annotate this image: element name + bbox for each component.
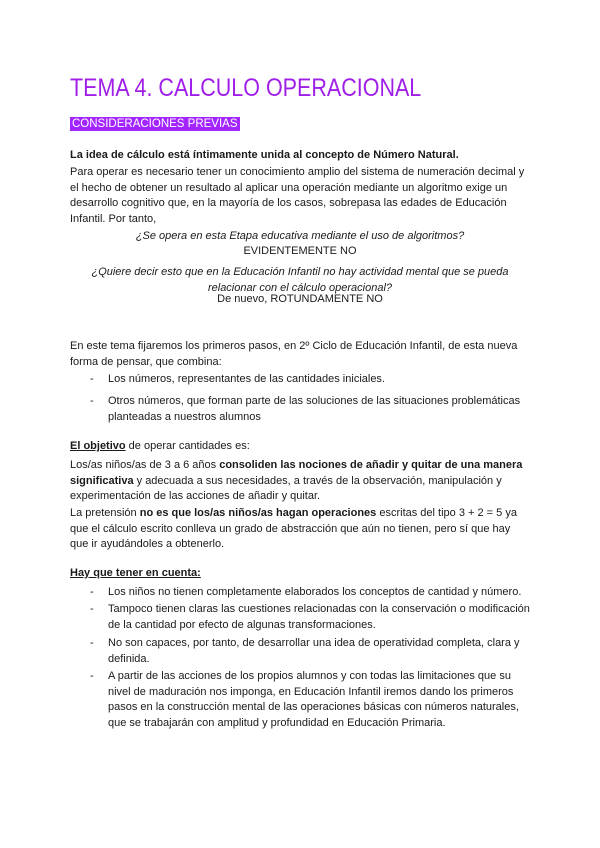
objective-text-c: y adecuada a sus necesidades, a través de la observación, manipulación y experimentación de las acciones de añadir y quitar. — [70, 474, 502, 502]
topic-paragraph: En este tema fijaremos los primeros pasos, en 2º Ciclo de Educación Infantil, de esta nueva forma de pensar, que combina: — [70, 340, 518, 368]
list-item-text: No son capaces, por tanto, de desarrollar una idea de operatividad completa, clara y definida. — [108, 637, 520, 665]
answer-1: EVIDENTEMENTE NO — [243, 245, 357, 257]
list-item-text: Otros números, que forman parte de las soluciones de las situaciones problemáticas planteadas a nuestros alumnos — [108, 395, 521, 423]
list-item — [90, 394, 530, 425]
list-item-text: Los niños no tienen completamente elaborados los conceptos de cantidad y número. — [108, 586, 522, 598]
intro-bold-paragraph — [70, 148, 530, 164]
answer-2: De nuevo, ROTUNDAMENTE NO — [217, 293, 383, 305]
objective-text-bold: consoliden las nociones de añadir y quitar de una manera significativa — [70, 459, 523, 487]
page-title: TEMA 4. CALCULO OPERACIONAL — [70, 74, 422, 102]
list-dash: - — [90, 373, 94, 385]
list-dash: - — [90, 670, 94, 682]
pretension-text-a: La pretensión — [70, 507, 140, 519]
intro-bold-text: La idea de cálculo está íntimamente unida al concepto de Número Natural. — [70, 149, 459, 161]
pretension-text-bold: no es que los/as niños/as hagan operaciones — [139, 507, 377, 519]
question-1: ¿Se opera en esta Etapa educativa mediante el uso de algoritmos? — [135, 230, 465, 242]
question-2: ¿Quiere decir esto que en la Educación Infantil no hay actividad mental que se pueda relacionar con el cálculo operacional? — [91, 266, 509, 294]
objective-text-a: Los/as niños/as de 3 a 6 años — [70, 459, 220, 471]
list-dash: - — [90, 586, 94, 598]
list-item — [90, 585, 530, 601]
objective-label: El objetivo — [70, 440, 126, 452]
list-item — [90, 636, 530, 667]
list-item — [90, 669, 530, 731]
list-item-text: Tampoco tienen claras las cuestiones relacionadas con la conservación o modificación de la cantidad por efecto de algunas transformaciones. — [108, 603, 530, 631]
section-label: CONSIDERACIONES PREVIAS — [72, 118, 238, 130]
objective-heading — [70, 439, 530, 455]
list-dash: - — [90, 395, 94, 407]
list-item — [90, 372, 530, 388]
objective-paragraph-1 — [70, 458, 530, 505]
list-item-text: A partir de las acciones de los propios alumnos y con todas las limitaciones que su nivel de maduración nos imponga, en Educación Infantil iremos dando los primeros pasos en la construcción mental de las operaciones básicas con números naturales, que se trabajarán con amplitud y profundidad en Educación Primaria. — [108, 670, 519, 729]
intro-paragraph: Para operar es necesario tener un conocimiento amplio del sistema de numeración decimal y el hecho de obtener un resultado al aplicar una operación mediante un algoritmo exige un desarrollo cognitivo que, en la mayoría de los casos, sobrepasa las edades de Educación Infantil. Por tanto, — [70, 166, 525, 225]
pretension-text-c: escritas del tipo 3 + 2 = 5 ya que el cálculo escrito conlleva un grado de abstracción que aún no tienen, pero sí que hay que ir ayudándoles a obtenerlo. — [70, 507, 517, 550]
list-dash: - — [90, 603, 94, 615]
objective-paragraph-2 — [70, 506, 530, 553]
objective-rest: de operar cantidades es: — [125, 440, 250, 452]
consider-heading — [70, 566, 530, 582]
list-item-text: Los números, representantes de las cantidades iniciales. — [108, 373, 385, 385]
list-item — [90, 602, 530, 633]
list-dash: - — [90, 637, 94, 649]
consider-label: Hay que tener en cuenta: — [70, 567, 201, 579]
